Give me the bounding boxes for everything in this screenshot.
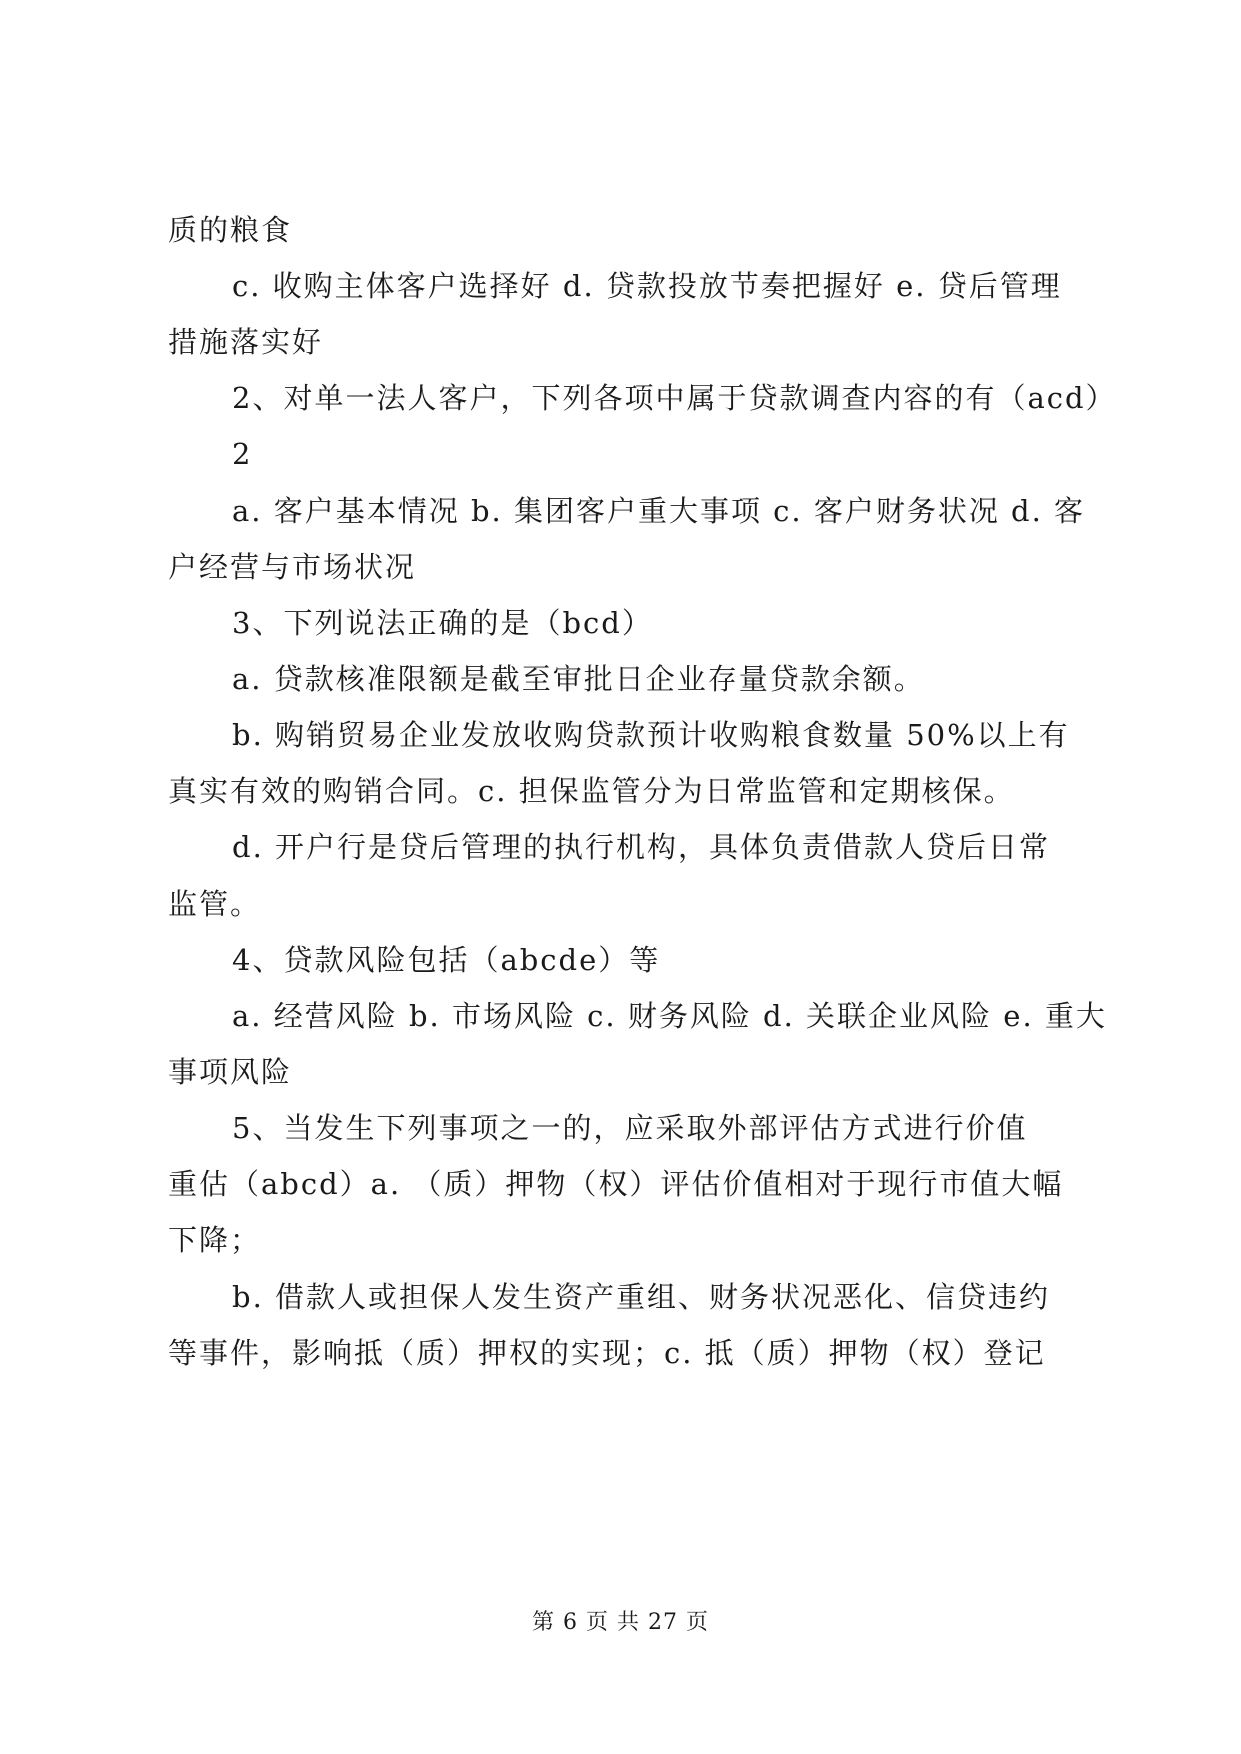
text-line: 4、贷款风险包括（abcde）等 bbox=[232, 943, 661, 977]
text-line: 下降； bbox=[168, 1223, 262, 1257]
text-line: 真实有效的购销合同。c. 担保监管分为日常监管和定期核保。 bbox=[168, 774, 1015, 808]
text-line: c. 收购主体客户选择好 d. 贷款投放节奏把握好 e. 贷后管理 bbox=[232, 269, 1062, 303]
text-line: b. 购销贸易企业发放收购贷款预计收购粮食数量 50%以上有 bbox=[232, 718, 1070, 752]
text-line: 等事件，影响抵（质）押权的实现；c. 抵（质）押物（权）登记 bbox=[168, 1336, 1046, 1370]
text-line: 事项风险 bbox=[168, 1055, 293, 1089]
text-line: a. 经营风险 b. 市场风险 c. 财务风险 d. 关联企业风险 e. 重大 bbox=[232, 999, 1107, 1033]
text-line: 3、下列说法正确的是（bcd） bbox=[232, 606, 653, 640]
text-line: 2 bbox=[232, 437, 253, 471]
page-number-footer: 第 6 页 共 27 页 bbox=[532, 1610, 709, 1635]
text-line: 重估（abcd）a. （质）押物（权）评估价值相对于现行市值大幅 bbox=[168, 1167, 1064, 1201]
text-line: 措施落实好 bbox=[168, 325, 324, 359]
text-line: 2、对单一法人客户，下列各项中属于贷款调查内容的有（acd） bbox=[232, 381, 1117, 415]
text-line: 监管。 bbox=[168, 887, 262, 921]
text-line: 5、当发生下列事项之一的，应采取外部评估方式进行价值 bbox=[232, 1111, 1028, 1145]
text-line: a. 客户基本情况 b. 集团客户重大事项 c. 客户财务状况 d. 客 bbox=[232, 494, 1086, 528]
text-line: d. 开户行是贷后管理的执行机构，具体负责借款人贷后日常 bbox=[232, 830, 1051, 864]
text-line: 户经营与市场状况 bbox=[168, 550, 417, 584]
text-line: b. 借款人或担保人发生资产重组、财务状况恶化、信贷违约 bbox=[232, 1280, 1051, 1314]
text-line: 质的粮食 bbox=[168, 213, 293, 247]
text-line: a. 贷款核准限额是截至审批日企业存量贷款余额。 bbox=[232, 662, 925, 696]
